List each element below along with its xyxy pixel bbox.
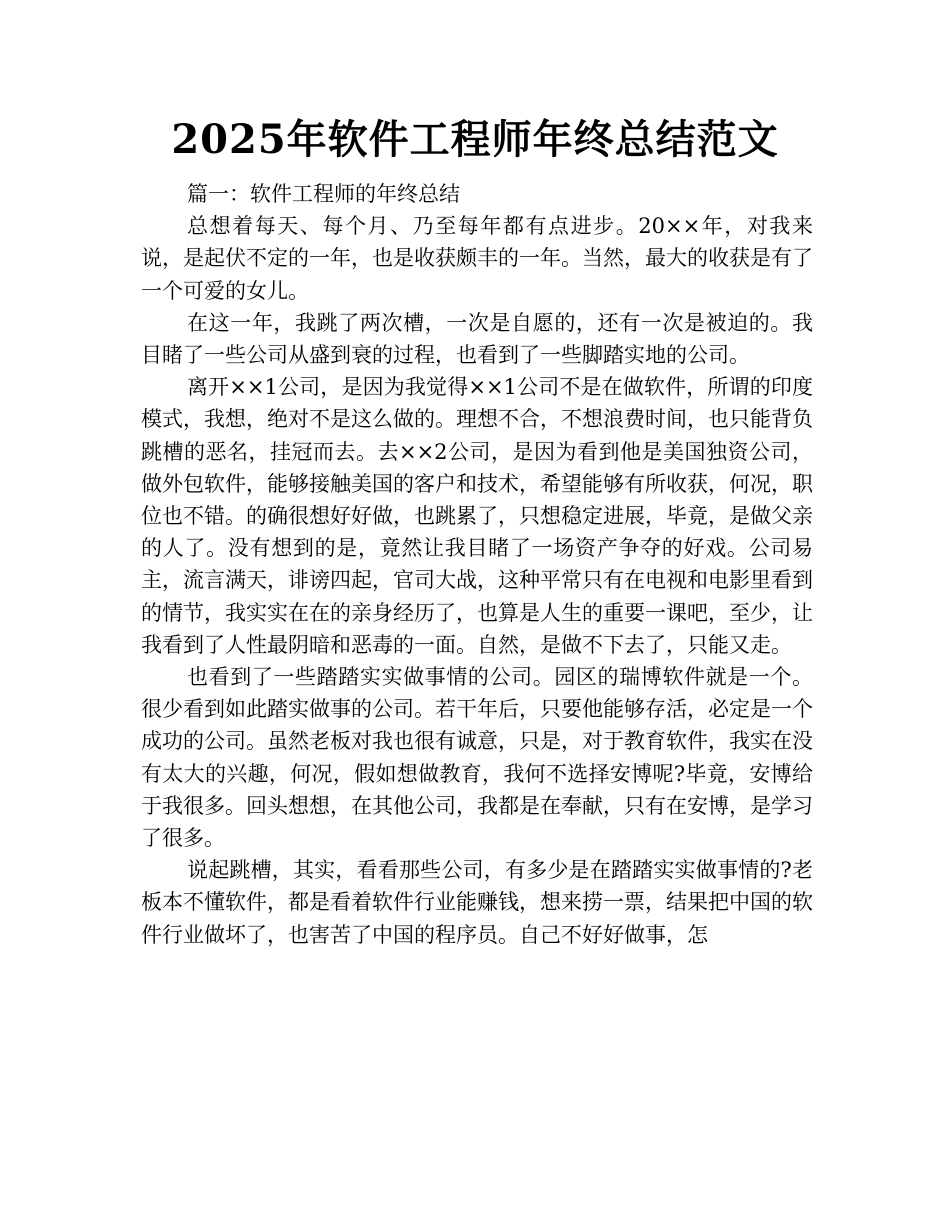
paragraph: 说起跳槽，其实，看看那些公司，有多少是在踏踏实实做事情的?老板本不懂软件，都是看着软件行业能赚钱，想来捞一票，结果把中国的软件行业做坏了，也害苦了中国的程序员。自己不好好做事，怎 <box>141 858 813 947</box>
paragraph: 总想着每天、每个月、乃至每年都有点进步。20××年，对我来说，是起伏不定的一年，也是收获颇丰的一年。当然，最大的收获是有了一个可爱的女儿。 <box>141 214 813 303</box>
document-title: 2025年软件工程师年终总结范文 <box>171 116 779 163</box>
paragraph: 也看到了一些踏踏实实做事情的公司。园区的瑞博软件就是一个。很少看到如此踏实做事的公司。若干年后，只要他能够存活，必定是一个成功的公司。虽然老板对我也很有诚意，只是，对于教育软件，我实在没有太大的兴趣，何况，假如想做教育，我何不选择安博呢?毕竟，安博给于我很多。回头想想，在其他公司，我都是在奉献，只有在安博，是学习了很多。 <box>141 665 813 851</box>
document-body <box>141 178 813 951</box>
paragraph: 在这一年，我跳了两次槽，一次是自愿的，还有一次是被迫的。我目睹了一些公司从盛到衰的过程，也看到了一些脚踏实地的公司。 <box>141 310 813 368</box>
section-heading: 篇一：软件工程师的年终总结 <box>187 182 460 206</box>
paragraph: 离开××1公司，是因为我觉得××1公司不是在做软件，所谓的印度模式，我想，绝对不是这么做的。理想不合，不想浪费时间，也只能背负跳槽的恶名，挂冠而去。去××2公司，是因为看到他是美国独资公司，做外包软件，能够接触美国的客户和技术，希望能够有所收获，何况，职位也不错。的确很想好好做，也跳累了，只想稳定进展，毕竟，是做父亲的人了。没有想到的是，竟然让我目睹了一场资产争夺的好戏。公司易主，流言满天，诽谤四起，官司大战，这种平常只有在电视和电影里看到的情节，我实实在在的亲身经历了，也算是人生的重要一课吧，至少，让我看到了人性最阴暗和恶毒的一面。自然，是做不下去了，只能又走。 <box>141 375 813 657</box>
